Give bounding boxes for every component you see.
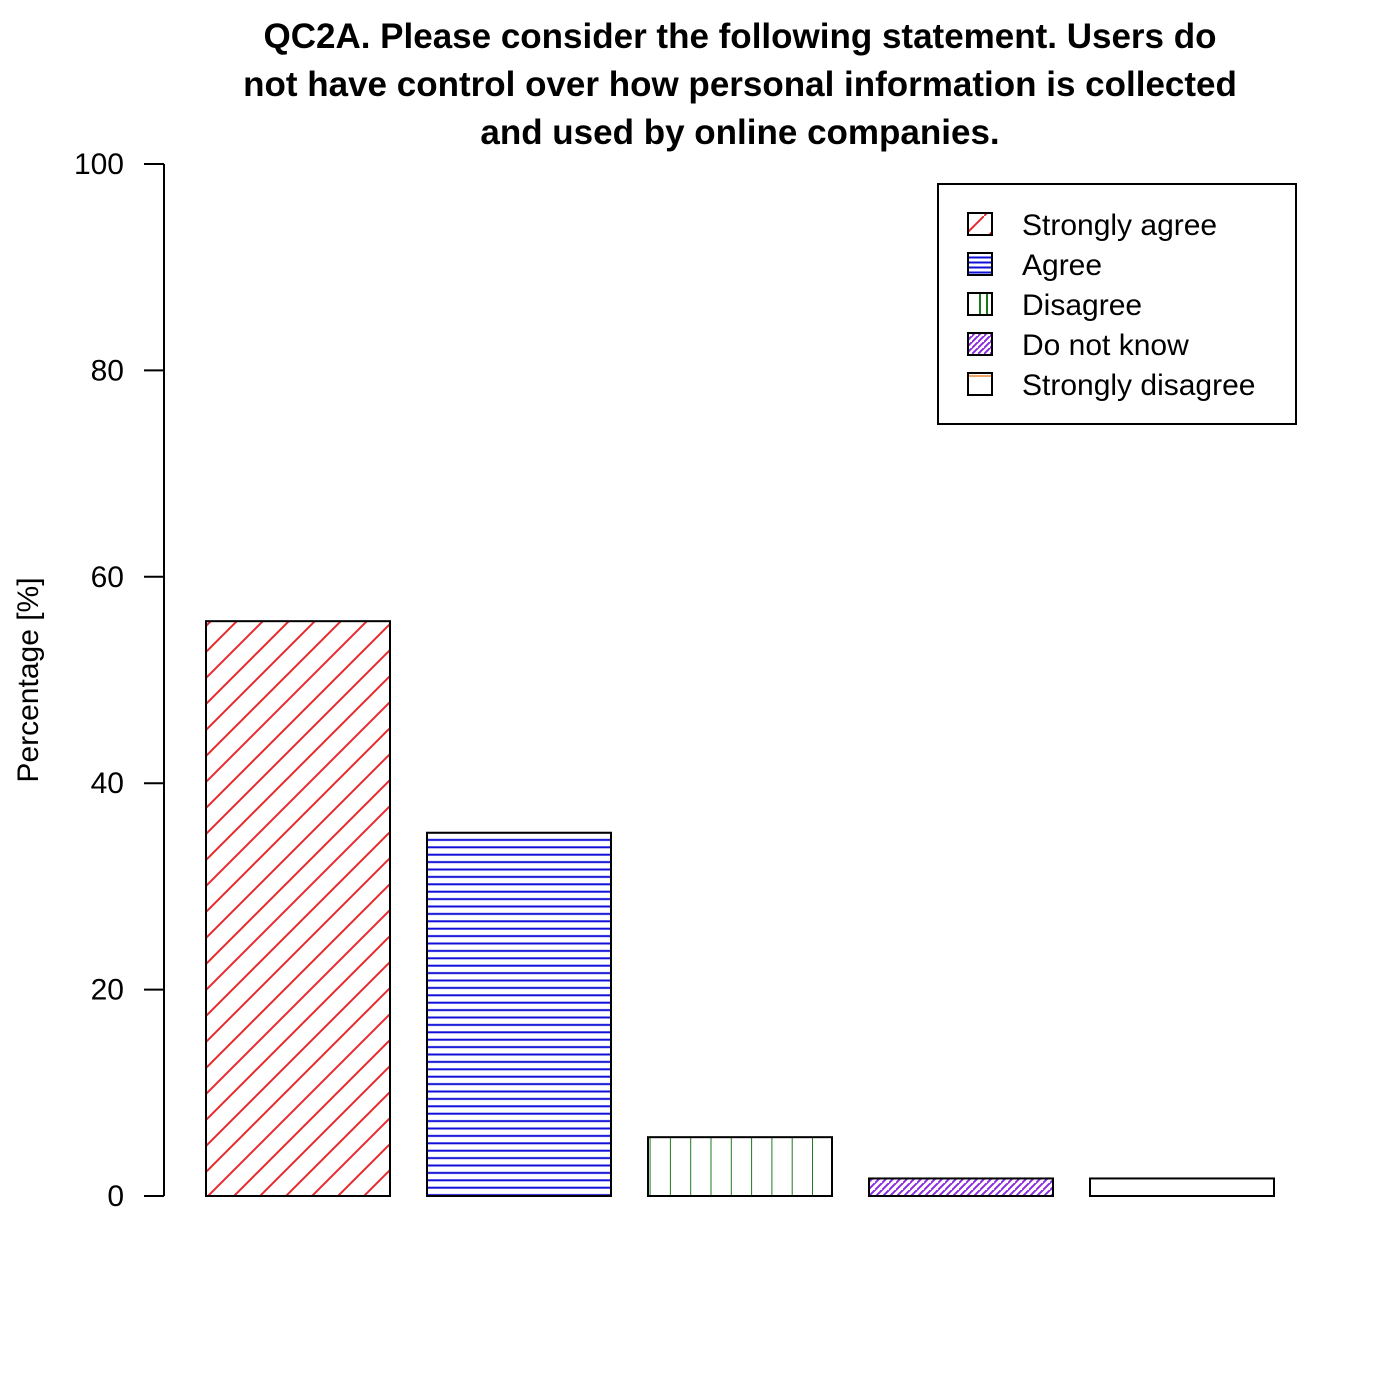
legend-label: Strongly disagree — [1022, 369, 1256, 402]
legend-label: Do not know — [1022, 329, 1189, 362]
y-axis — [74, 148, 164, 1213]
legend-swatch-strongly-agree — [968, 213, 992, 235]
y-tick-label: 60 — [90, 560, 124, 594]
legend-label: Strongly agree — [1022, 209, 1218, 242]
y-tick-label: 40 — [90, 767, 124, 801]
y-axis-label: Percentage [%] — [12, 577, 45, 783]
title-line-1: QC2A. Please consider the following statement. Users do — [263, 17, 1217, 56]
bar-background — [1090, 1178, 1274, 1196]
y-tick-label: 100 — [73, 148, 124, 181]
legend — [938, 184, 1296, 424]
bar-strongly-agree — [206, 621, 390, 1196]
y-tick-label: 20 — [90, 973, 124, 1007]
bar-agree — [427, 833, 611, 1196]
legend-swatch-disagree — [968, 293, 992, 315]
legend-label: Disagree — [1022, 289, 1143, 322]
y-tick-label: 0 — [107, 1180, 124, 1213]
legend-label: Agree — [1022, 249, 1103, 282]
bar-do-not-know — [869, 1178, 1053, 1196]
bars — [206, 621, 1274, 1196]
bar-disagree — [648, 1137, 832, 1196]
legend-swatch-do-not-know — [968, 333, 992, 355]
y-tick-label: 80 — [90, 354, 124, 388]
title-line-2: not have control over how personal information is collected — [243, 65, 1237, 104]
legend-swatch-agree — [968, 253, 992, 275]
chart-title — [243, 17, 1237, 152]
title-line-3: and used by online companies. — [480, 113, 1000, 152]
